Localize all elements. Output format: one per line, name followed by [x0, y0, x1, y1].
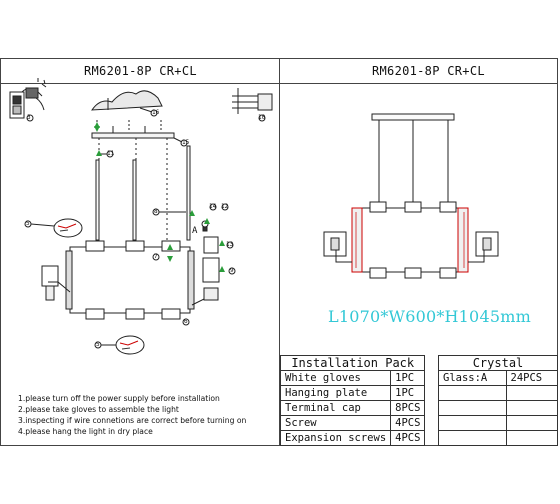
- table-row: [439, 401, 558, 416]
- power-switch-icon: [10, 78, 46, 118]
- pack-item: White gloves: [281, 371, 391, 386]
- socket-block: [126, 309, 144, 319]
- pack-qty: 4PCS: [391, 431, 425, 446]
- callout-label: 12: [221, 203, 229, 210]
- hanging-plate: [92, 133, 174, 138]
- table-row: [439, 371, 558, 386]
- right-model-header: RM6201-8P CR+CL: [372, 64, 485, 78]
- bulb-holder: [204, 288, 218, 300]
- callout-label: 6: [184, 318, 188, 325]
- callout-label: 14: [209, 203, 217, 210]
- table-row: [439, 416, 558, 431]
- callout-label: 5: [96, 341, 100, 348]
- callout-label: 15: [182, 139, 190, 146]
- ceiling-plate: [372, 114, 454, 120]
- assembled-fixture: [324, 114, 498, 278]
- socket-block: [126, 241, 144, 251]
- socket-block: [86, 241, 104, 251]
- part-letter-label: A: [192, 226, 198, 236]
- installation-pack-title: Installation Pack: [281, 356, 425, 371]
- callout-label: 9: [230, 267, 234, 274]
- crystal-title: Crystal: [439, 356, 558, 371]
- instruction-line: 1.please turn off the power supply before installation: [18, 394, 220, 403]
- bulb-holder: [46, 286, 54, 300]
- ceiling-cloud-icon: [92, 91, 162, 110]
- callout-label: 16: [152, 109, 160, 116]
- wire-connector-detail: [54, 219, 82, 237]
- glass-shade: [203, 258, 219, 282]
- fixture-frame: [352, 208, 468, 272]
- installation-pack-table: [280, 355, 425, 446]
- glass-piece: [204, 237, 218, 253]
- instruction-line: 4.please hang the light in dry place: [18, 427, 153, 436]
- pack-qty: 8PCS: [391, 401, 425, 416]
- pack-item: Screw: [281, 416, 391, 431]
- socket-block: [162, 309, 180, 319]
- callout-label: 10: [258, 114, 266, 121]
- table-row: [281, 416, 425, 431]
- callout-label: 3: [27, 114, 31, 121]
- mounting-screws: [97, 120, 161, 132]
- table-row: [281, 401, 425, 416]
- table-row: [281, 431, 425, 446]
- table-row: [439, 386, 558, 401]
- table-row: [439, 431, 558, 446]
- crystal-qty: 24PCS: [506, 371, 557, 386]
- instruction-line: 3.inspecting if wire connetions are correct before turning on: [18, 416, 247, 425]
- pack-item: Hanging plate: [281, 386, 391, 401]
- wiring-terminal-icon: [232, 88, 272, 114]
- dimensions-label: L1070*W600*H1045mm: [328, 307, 531, 326]
- pack-qty: 1PC: [391, 371, 425, 386]
- callout-label: 8: [154, 208, 158, 215]
- instruction-line: 2.please take gloves to assemble the light: [18, 405, 179, 414]
- pack-item: Expansion screws: [281, 431, 391, 446]
- callout-label: 13: [226, 241, 234, 248]
- table-row: [281, 386, 425, 401]
- callout-label: 5: [26, 220, 30, 227]
- lamp-shade-left: [42, 266, 58, 286]
- crystal-table: [438, 355, 558, 446]
- callout-label: 7: [154, 253, 158, 260]
- pack-item: Terminal cap: [281, 401, 391, 416]
- pack-qty: 1PC: [391, 386, 425, 401]
- callout-label: 11: [107, 150, 115, 157]
- crystal-item: Glass:A: [439, 371, 507, 386]
- table-row: [281, 371, 425, 386]
- wire-connector-detail: [116, 336, 144, 354]
- pack-qty: 4PCS: [391, 416, 425, 431]
- left-model-header: RM6201-8P CR+CL: [84, 64, 197, 78]
- socket-block: [86, 309, 104, 319]
